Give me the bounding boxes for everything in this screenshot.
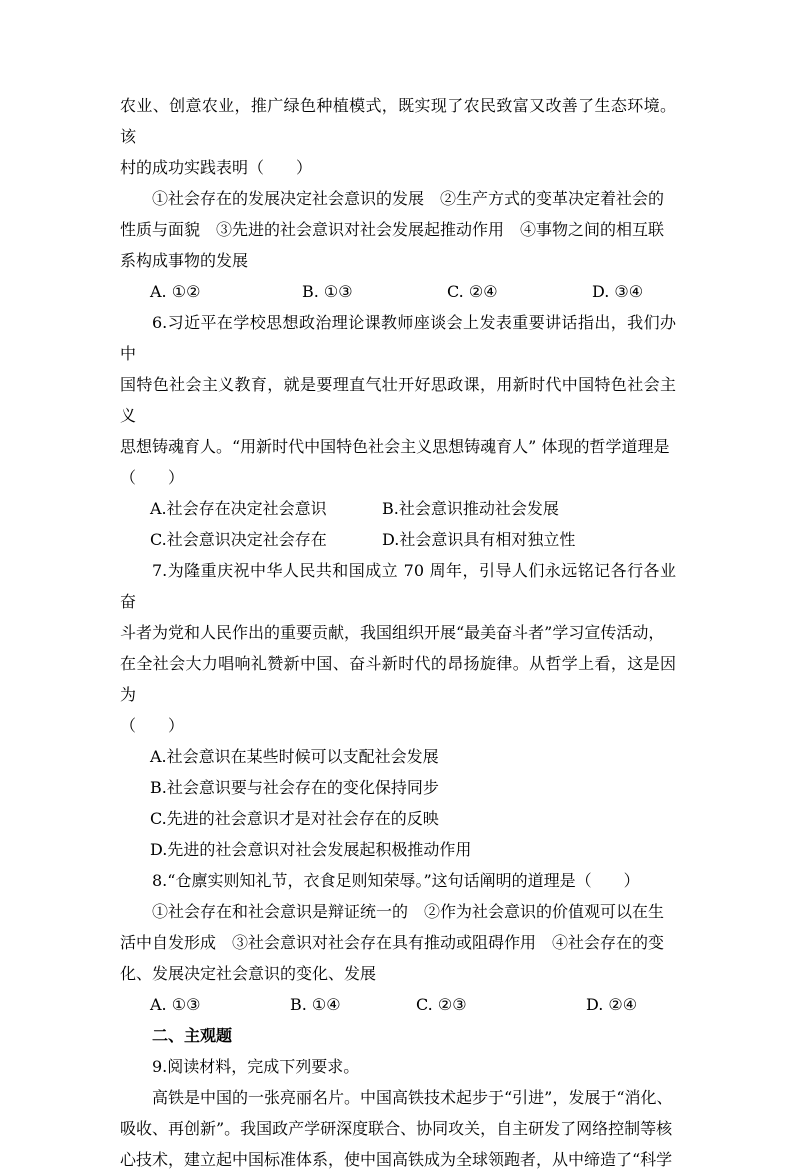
q6-option-b: B.社会意识推动社会发展 bbox=[382, 499, 559, 518]
q5-options bbox=[120, 276, 676, 307]
q6-stem-line-4: （ ） bbox=[120, 468, 185, 487]
q6-option-c: C.社会意识决定社会存在 bbox=[150, 530, 327, 549]
q6-option-d: D.社会意识具有相对独立性 bbox=[382, 530, 576, 549]
q5-items-line-2: 性质与面貌 ③先进的社会意识对社会发展起推动作用 ④事物之间的相互联 bbox=[120, 220, 665, 239]
q8-items-line-3: 化、发展决定社会意识的变化、发展 bbox=[120, 964, 377, 983]
q5-stem-line-2: 村的成功实践表明（ ） bbox=[120, 158, 313, 177]
q7-option-a: A.社会意识在某些时候可以支配社会发展 bbox=[150, 747, 439, 766]
q7-stem-line-3: 在全社会大力唱响礼赞新中国、奋斗新时代的昂扬旋律。从哲学上看，这是因为 bbox=[120, 654, 676, 704]
q9-material-line-2: 吸收、再创新”。我国政产学研深度联合、协同攻关，自主研发了网络控制等核 bbox=[120, 1119, 673, 1138]
q5-stem-line-1: 农业、创意农业，推广绿色种植模式，既实现了农民致富又改善了生态环境。该 bbox=[120, 96, 676, 146]
q7-stem-line-4: （ ） bbox=[120, 716, 185, 735]
q6-stem-line-3: 思想铸魂育人。“用新时代中国特色社会主义思想铸魂育人” 体现的哲学道理是 bbox=[120, 437, 670, 456]
q6-option-a: A.社会存在决定社会意识 bbox=[150, 499, 327, 518]
q6-options-row-1 bbox=[120, 493, 676, 524]
q9-material-line-3: 心技术，建立起中国标准体系，使中国高铁成为全球领跑者，从中缔造了“科学 bbox=[120, 1150, 673, 1169]
q8-option-b: B. ①④ bbox=[290, 995, 341, 1014]
q8-stem: 8.“仓廪实则知礼节，衣食足则知荣辱。”这句话阐明的道理是（ ） bbox=[152, 871, 640, 890]
exam-page bbox=[120, 90, 676, 1175]
q8-items-line-1: ①社会存在和社会意识是辩证统一的 ②作为社会意识的价值观可以在生 bbox=[152, 902, 665, 921]
q5-option-c: C. ②④ bbox=[447, 282, 498, 301]
q9-stem: 9.阅读材料，完成下列要求。 bbox=[152, 1057, 360, 1076]
q7-option-c: C.先进的社会意识才是对社会存在的反映 bbox=[150, 809, 439, 828]
section-title: 二、主观题 bbox=[152, 1026, 233, 1045]
q8-option-a: A. ①③ bbox=[150, 995, 201, 1014]
q8-items-line-2: 活中自发形成 ③社会意识对社会存在具有推动或阻碍作用 ④社会存在的变 bbox=[120, 933, 665, 952]
q8-option-d: D. ②④ bbox=[586, 995, 638, 1014]
q8-options bbox=[120, 989, 676, 1020]
q7-option-d: D.先进的社会意识对社会发展起积极推动作用 bbox=[150, 840, 472, 859]
q8-option-c: C. ②③ bbox=[416, 995, 467, 1014]
q5-option-b: B. ①③ bbox=[302, 282, 353, 301]
q5-items-line-3: 系构成事物的发展 bbox=[120, 251, 249, 270]
q7-stem-line-1: 7.为隆重庆祝中华人民共和国成立 70 周年，引导人们永远铭记各行各业奋 bbox=[120, 561, 676, 611]
q5-option-a: A. ①② bbox=[150, 282, 201, 301]
q5-option-d: D. ③④ bbox=[592, 282, 644, 301]
q5-items-line-1: ①社会存在的发展决定社会意识的发展 ②生产方式的变革决定着社会的 bbox=[152, 189, 665, 208]
q7-option-b: B.社会意识要与社会存在的变化保持同步 bbox=[150, 778, 439, 797]
q9-material-line-1: 高铁是中国的一张亮丽名片。中国高铁技术起步于“引进”，发展于“消化、 bbox=[152, 1088, 673, 1107]
q7-stem-line-2: 斗者为党和人民作出的重要贡献，我国组织开展“最美奋斗者”学习宣传活动， bbox=[120, 623, 665, 642]
q6-stem-line-1: 6.习近平在学校思想政治理论课教师座谈会上发表重要讲话指出，我们办中 bbox=[120, 313, 676, 363]
q6-options-row-2 bbox=[120, 524, 676, 555]
q6-stem-line-2: 国特色社会主义教育，就是要理直气壮开好思政课，用新时代中国特色社会主义 bbox=[120, 375, 676, 425]
